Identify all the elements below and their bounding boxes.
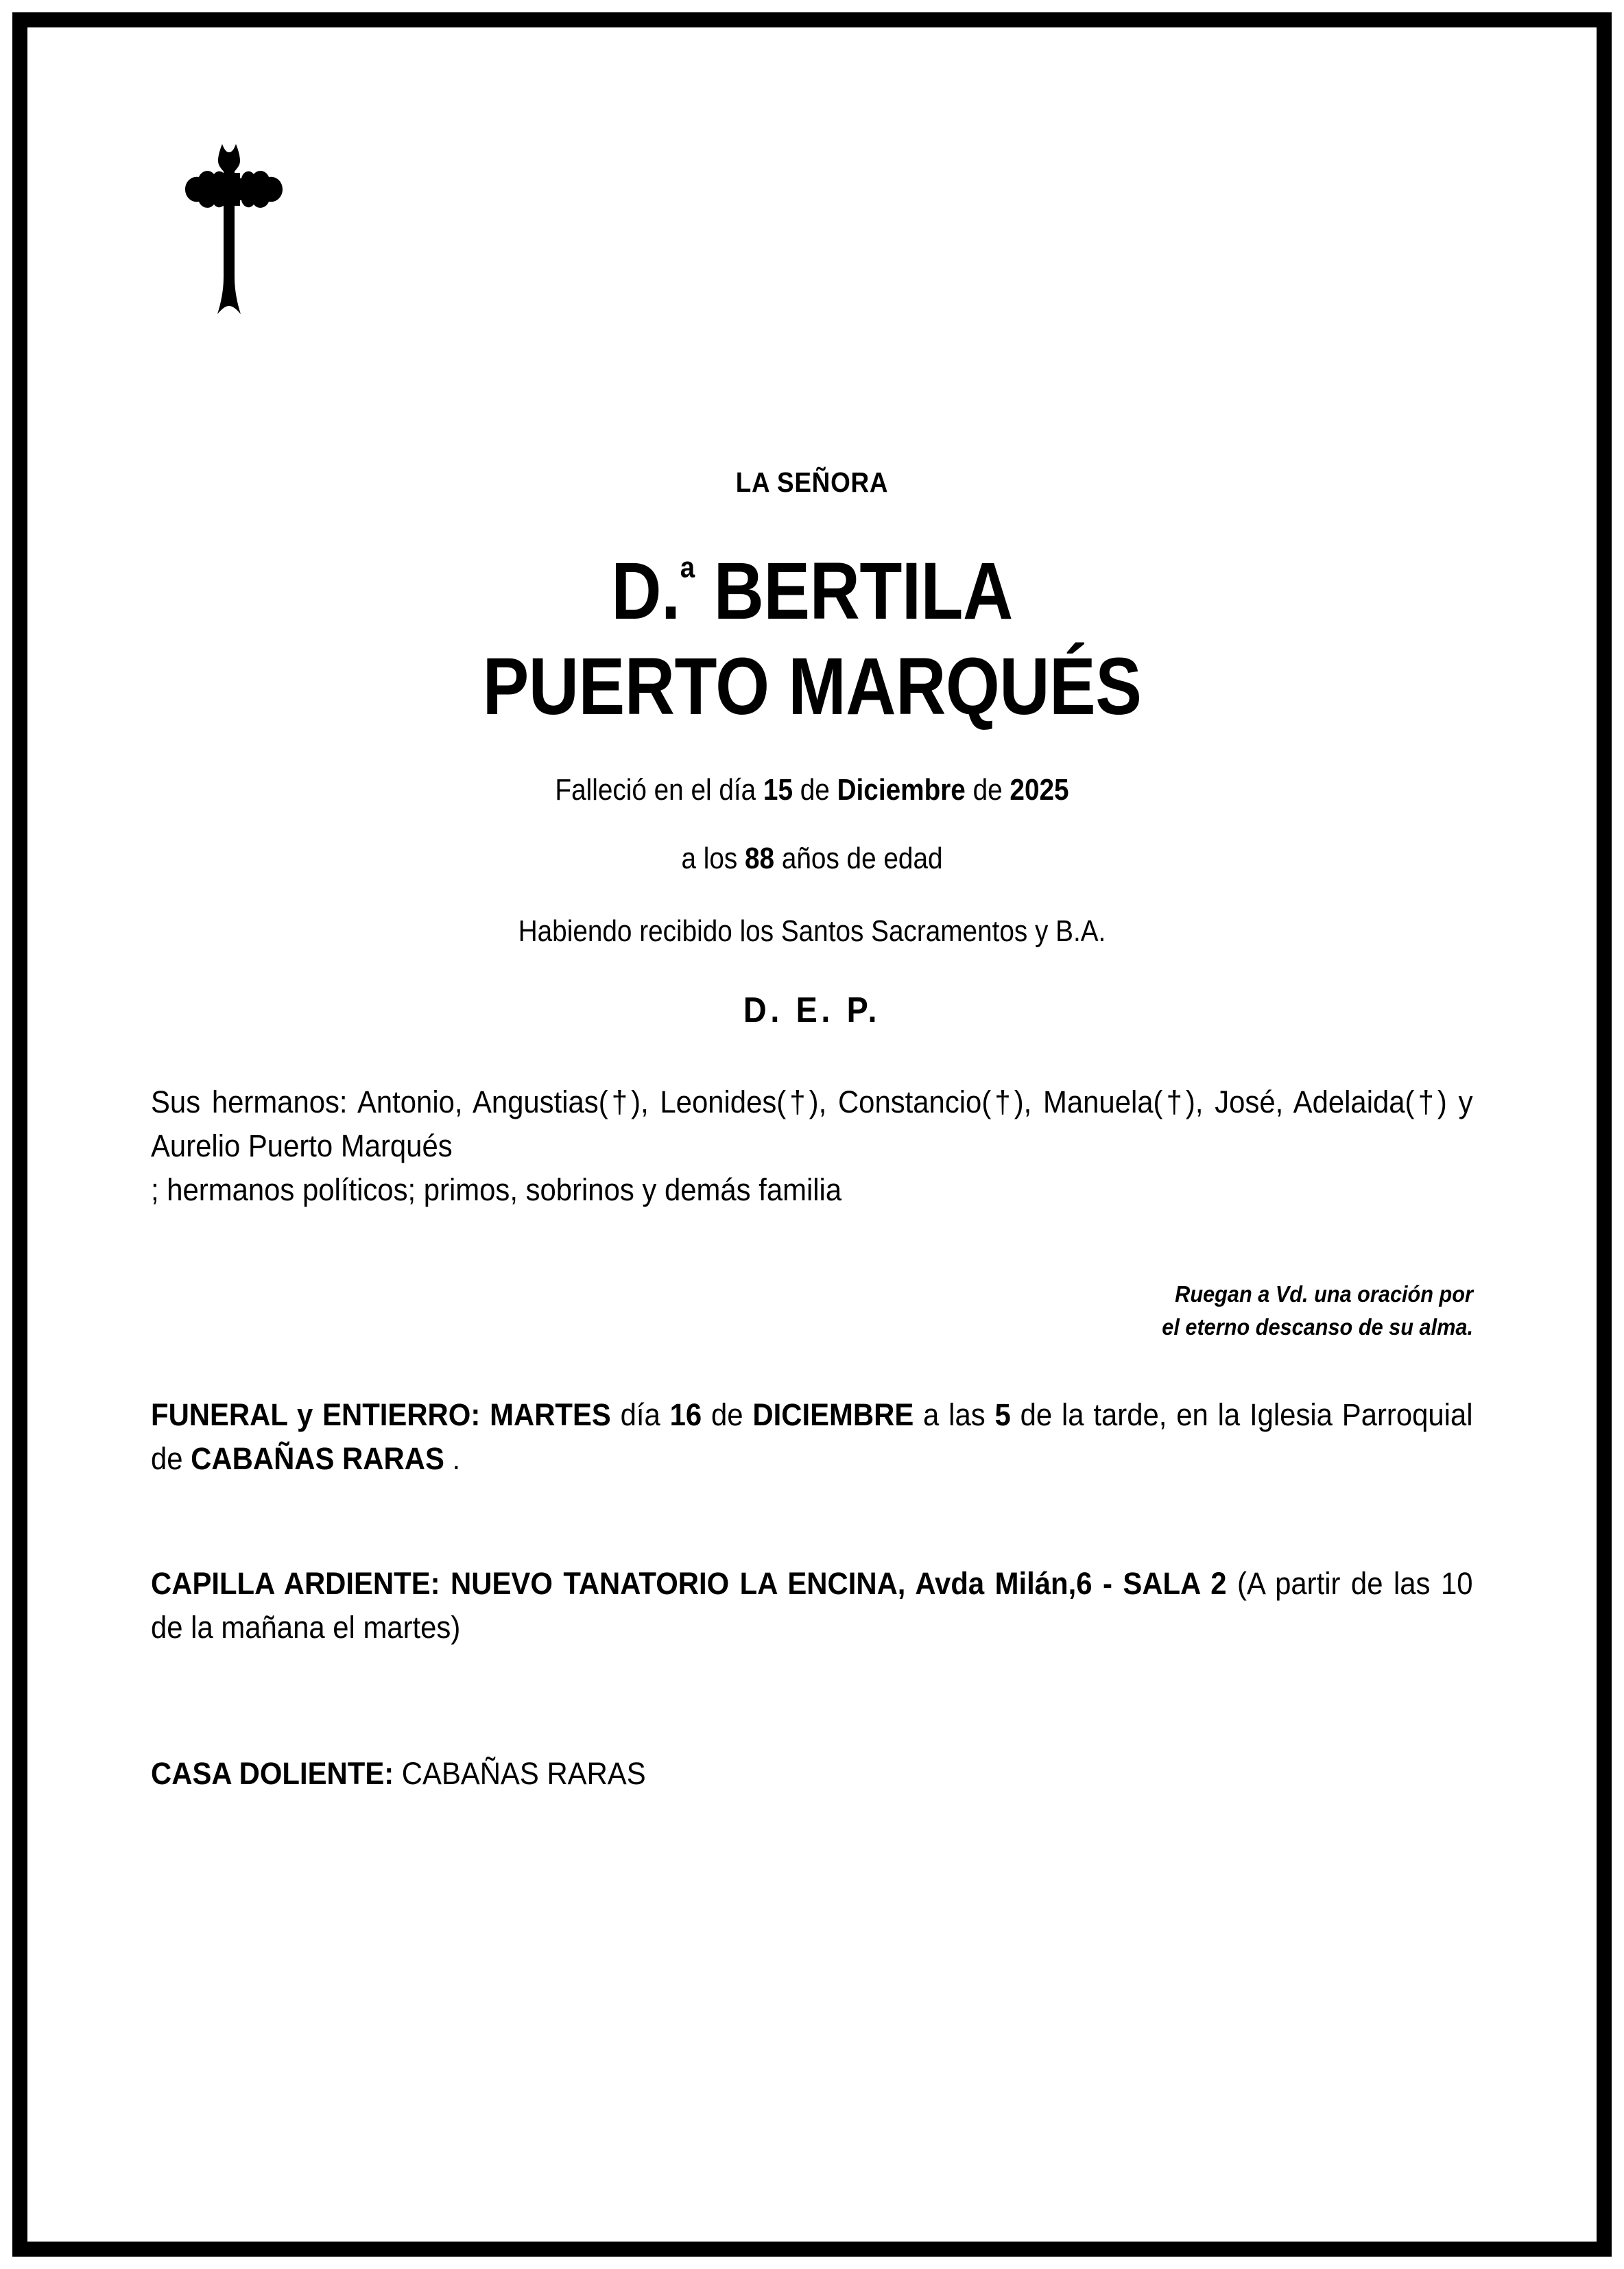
name-prefix: D. xyxy=(611,546,680,637)
family-tail: ; hermanos políticos; primos, sobrinos y demás familia xyxy=(151,1172,842,1208)
family-intro: Sus hermanos: xyxy=(151,1084,357,1120)
funeral-de-word: de xyxy=(702,1397,753,1432)
death-date-row xyxy=(151,773,1473,807)
age-value: 88 xyxy=(745,842,775,876)
family-siblings: Antonio, Angustias(†), Leonides(†), Constancio(†), Manuela(†), José, Adelaida(†) y Aurelio Puerto Marqués xyxy=(151,1084,1473,1164)
funeral-place: CABAÑAS RARAS xyxy=(191,1440,444,1476)
deceased-name-line-2: PUERTO MARQUÉS xyxy=(482,641,1142,733)
chapel-block xyxy=(151,1562,1473,1650)
death-prefix: Falleció en el día xyxy=(555,773,763,807)
family-paragraph xyxy=(151,1080,1473,1212)
chapel-address: Avda Milán,6 - xyxy=(915,1565,1123,1601)
chapel-note: (A partir de las 10 de la mañana el martes) xyxy=(151,1565,1473,1645)
honorific-label: LA SEÑORA xyxy=(735,466,889,498)
age-prefix: a los xyxy=(681,842,745,876)
mourning-house-block xyxy=(151,1752,1473,1796)
age-line xyxy=(230,842,1394,876)
prayer-line-1: Ruegan a Vd. una oración por xyxy=(1175,1281,1473,1307)
mourning-house-value: CABAÑAS RARAS xyxy=(401,1756,646,1792)
chapel-venue: NUEVO TANATORIO LA ENCINA, xyxy=(451,1565,916,1601)
funeral-block xyxy=(151,1393,1473,1481)
death-mid: de xyxy=(793,773,837,807)
name-ordinal-superscript: ª xyxy=(680,551,695,605)
funeral-day: 16 xyxy=(669,1397,702,1432)
chapel-label: CAPILLA ARDIENTE: xyxy=(151,1565,451,1601)
funeral-place-prefix: , en la Iglesia Parroquial de xyxy=(151,1397,1473,1476)
prayer-block xyxy=(243,1278,1473,1344)
black-border-frame xyxy=(12,12,1612,2257)
honorific-row xyxy=(151,466,1473,499)
death-suffix: de xyxy=(965,773,1010,807)
chapel-room: SALA 2 xyxy=(1123,1565,1227,1601)
age-suffix: años de edad xyxy=(774,842,943,876)
death-year: 2025 xyxy=(1010,773,1069,807)
funeral-label: FUNERAL y ENTIERRO: xyxy=(151,1397,490,1432)
deceased-name-block xyxy=(151,544,1473,735)
deceased-name-line-1 xyxy=(243,544,1381,639)
funeral-time: 5 xyxy=(994,1397,1011,1432)
funeral-time-suffix: de la tarde xyxy=(1010,1397,1159,1432)
funeral-dia-word: día xyxy=(610,1397,670,1432)
name-given: BERTILA xyxy=(694,546,1013,637)
mourning-house-label: CASA DOLIENTE: xyxy=(151,1756,402,1792)
funeral-time-prefix: a las xyxy=(914,1397,995,1432)
rip-abbreviation: D. E. P. xyxy=(743,990,881,1031)
notice-sheet xyxy=(27,27,1597,2242)
death-date-line xyxy=(230,773,1394,807)
age-row xyxy=(151,842,1473,876)
latin-cross-icon xyxy=(170,130,294,322)
death-day: 15 xyxy=(763,773,793,807)
death-month: Diciembre xyxy=(837,773,966,807)
rip-row xyxy=(151,990,1473,1031)
funeral-place-suffix: . xyxy=(444,1440,461,1476)
sacraments-row xyxy=(151,914,1473,949)
funeral-weekday: MARTES xyxy=(490,1397,611,1432)
funeral-month: DICIEMBRE xyxy=(752,1397,914,1432)
sacraments-line: Habiendo recibido los Santos Sacramentos y B.A. xyxy=(518,914,1106,949)
prayer-line-2: el eterno descanso de su alma. xyxy=(1162,1314,1473,1340)
notice-content xyxy=(151,466,1473,1796)
